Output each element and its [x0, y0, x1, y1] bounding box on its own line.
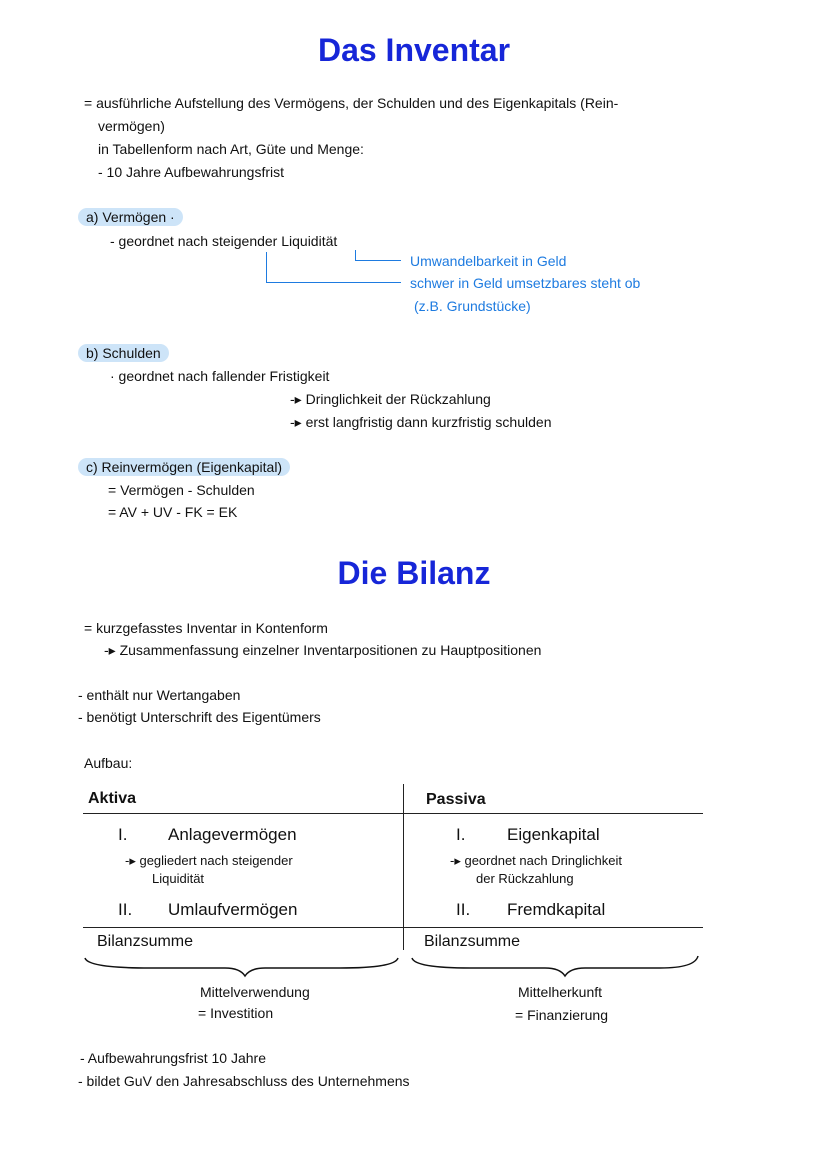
- bilanz-point: - enthält nur Wertangaben: [78, 687, 241, 703]
- brace-icons: [0, 950, 828, 980]
- intro-line: vermögen): [98, 118, 165, 134]
- left-brace-icon: [85, 958, 398, 976]
- right-brace-icon: [412, 956, 698, 976]
- aufbau-label: Aufbau:: [84, 755, 133, 771]
- equation: = Vermögen - Schulden: [108, 482, 255, 498]
- aktiva-heading: Aktiva: [88, 790, 137, 807]
- passiva-heading: Passiva: [426, 791, 486, 808]
- note: der Rückzahlung: [476, 871, 574, 886]
- bilanz-subpoint: -▸ Zusammenfassung einzelner Inventarpositionen zu Hauptpositionen: [104, 642, 542, 658]
- section-b-point: · geordnet nach fallender Fristigkeit: [110, 368, 330, 384]
- note: -▸ gegliedert nach steigender: [125, 853, 293, 868]
- row-number: II.: [118, 900, 133, 919]
- note: (z.B. Grundstücke): [414, 298, 531, 314]
- bilanz-title: Die Bilanz: [337, 555, 491, 591]
- row-number: II.: [456, 900, 471, 919]
- finanzierung: = Finanzierung: [515, 1007, 609, 1023]
- eigenkapital: Eigenkapital: [507, 825, 600, 844]
- intro-line: in Tabellenform nach Art, Güte und Menge:: [98, 141, 364, 157]
- fremdkapital: Fremdkapital: [507, 900, 606, 919]
- note: Umwandelbarkeit in Geld: [410, 253, 567, 269]
- note: schwer in Geld umsetzbares steht ob: [410, 275, 641, 291]
- row-number: I.: [118, 825, 128, 844]
- bilanzsumme-right: Bilanzsumme: [424, 933, 521, 950]
- note: -▸ geordnet nach Dringlichkeit: [450, 853, 623, 868]
- section-c-heading: c) Reinvermögen (Eigenkapital): [78, 458, 290, 476]
- anlagevermoegen: Anlagevermögen: [168, 825, 297, 844]
- bilanz-point: = kurzgefasstes Inventar in Kontenform: [84, 620, 328, 636]
- bilanz-point: - Aufbewahrungsfrist 10 Jahre: [80, 1050, 266, 1066]
- mittelherkunft: Mittelherkunft: [518, 984, 603, 1000]
- section-a-point: - geordnet nach steigender Liquidität: [110, 233, 338, 249]
- umlaufvermoegen: Umlaufvermögen: [168, 900, 298, 919]
- bilanzsumme-left: Bilanzsumme: [97, 933, 194, 950]
- investition: = Investition: [198, 1005, 274, 1021]
- row-number: I.: [456, 825, 466, 844]
- intro-line: - 10 Jahre Aufbewahrungsfrist: [98, 164, 284, 180]
- bilanz-point: - benötigt Unterschrift des Eigentümers: [78, 709, 321, 725]
- bilanz-point: - bildet GuV den Jahresabschluss des Unternehmens: [78, 1073, 410, 1089]
- sub-point: -▸ Dringlichkeit der Rückzahlung: [290, 391, 491, 407]
- section-a-heading: a) Vermögen ·: [78, 208, 183, 226]
- arrow-connector: [266, 252, 401, 283]
- divider: [83, 813, 703, 814]
- inventar-title: Das Inventar: [317, 32, 511, 68]
- note: Liquidität: [152, 871, 205, 886]
- divider: [83, 927, 703, 928]
- intro-line: = ausführliche Aufstellung des Vermögens, der Schulden und des Eigenkapitals (Rein-: [84, 95, 619, 111]
- mittelverwendung: Mittelverwendung: [200, 984, 310, 1000]
- section-b-heading: b) Schulden: [78, 344, 169, 362]
- sub-point: -▸ erst langfristig dann kurzfristig schulden: [290, 414, 552, 430]
- equation: = AV + UV - FK = EK: [108, 504, 238, 520]
- divider: [403, 784, 404, 950]
